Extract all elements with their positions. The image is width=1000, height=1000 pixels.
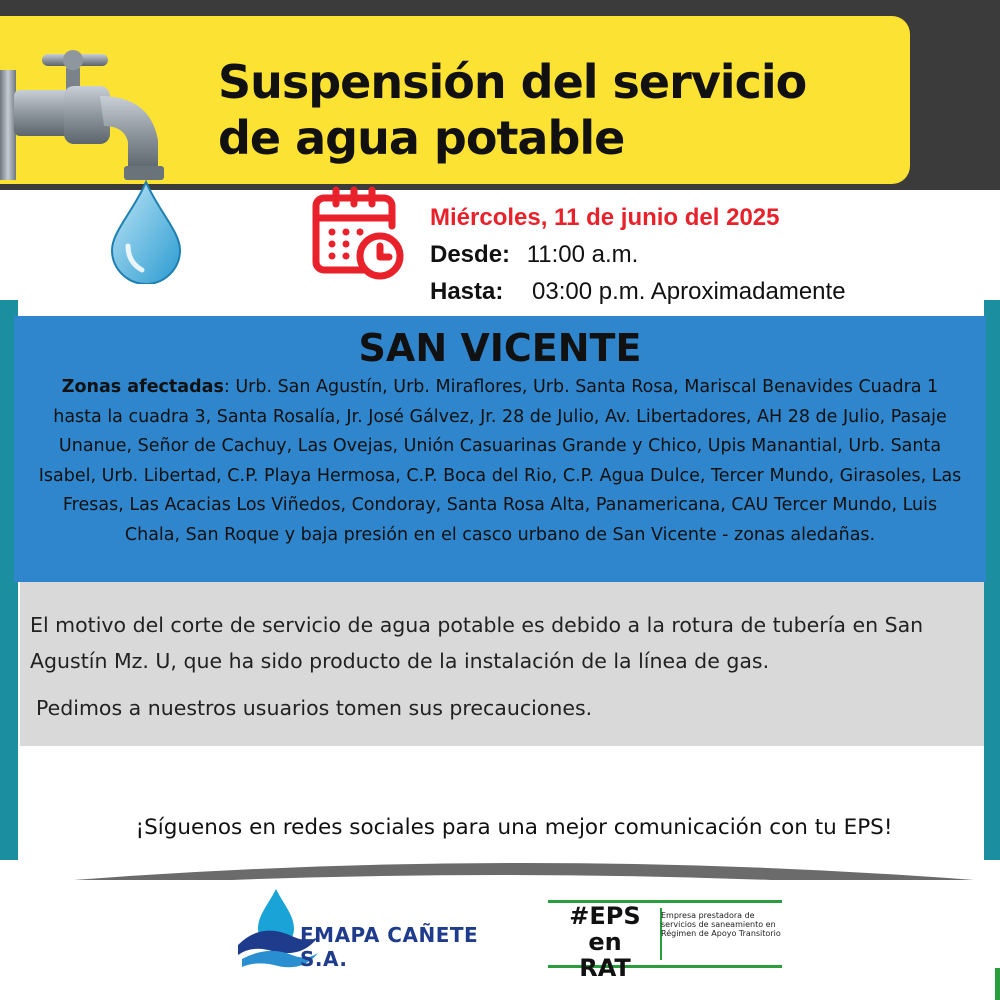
eps-line-1: #EPS en [569, 902, 641, 956]
title-line-2: de agua potable [218, 111, 625, 165]
calendar-clock-icon [310, 186, 406, 282]
outage-date: Miércoles, 11 de junio del 2025 [430, 204, 780, 231]
to-label: Hasta: [430, 278, 504, 305]
affected-label: Zonas afectadas [61, 377, 224, 397]
eps-description: Empresa prestadora de servicios de saneamiento en Régimen de Apoyo Transitorio [661, 911, 781, 938]
water-drop-icon [108, 180, 184, 284]
eps-badge [550, 903, 660, 981]
social-media-message: ¡Síguenos en redes sociales para una mejor comunicación con tu EPS! [135, 815, 893, 840]
title-line-1: Suspensión del servicio [218, 55, 807, 109]
corner-accent [995, 968, 1000, 1000]
right-accent-strip [984, 300, 1000, 860]
from-row [430, 236, 990, 273]
schedule-block [430, 199, 990, 310]
precaution-text: Pedimos a nuestros usuarios tomen sus precauciones. [36, 696, 593, 720]
to-row [430, 273, 990, 310]
reason-text: El motivo del corte de servicio de agua potable es debido a la rotura de tubería en San Agustín Mz. U, que ha sido producto de la instalación de la línea de gas. [30, 613, 924, 673]
eps-line-2: RAT [579, 954, 631, 982]
affected-zones-text [36, 373, 964, 550]
from-value: 11:00 a.m. [526, 241, 639, 268]
to-value: 03:00 p.m. Aproximadamente [532, 278, 846, 305]
affected-list: : Urb. San Agustín, Urb. Miraflores, Urb. Santa Rosa, Mariscal Benavides Cuadra 1 hasta la cuadra 3, Santa Rosalía, Jr. José Gálvez, Jr. 28 de Julio, Av. Libertadores, AH 28 de Julio, Pasaje Unanue, Señor de Cachuy, Las Ovejas, Unión Casuarinas Grande y Chico, Upis Manantial, Urb. Santa Isabel, Urb. Libertad, C.P. Playa Hermosa, C.P. Boca del Rio, C.P. Agua Dulce, Tercer Mundo, Girasoles, Las Fresas, Las Acacias Los Viñedos, Condoray, Santa Rosa Alta, Panamericana, CAU Tercer Mundo, Luis Chala, San Roque y baja presión en el casco urbano de San Vicente - zonas aledañas. [38, 377, 962, 545]
water-faucet-icon [0, 30, 200, 190]
from-label: Desde: [430, 241, 511, 268]
company-name: EMAPA CAÑETE S.A. [300, 923, 479, 971]
page-title [218, 54, 898, 166]
zone-name: SAN VICENTE [358, 326, 642, 370]
